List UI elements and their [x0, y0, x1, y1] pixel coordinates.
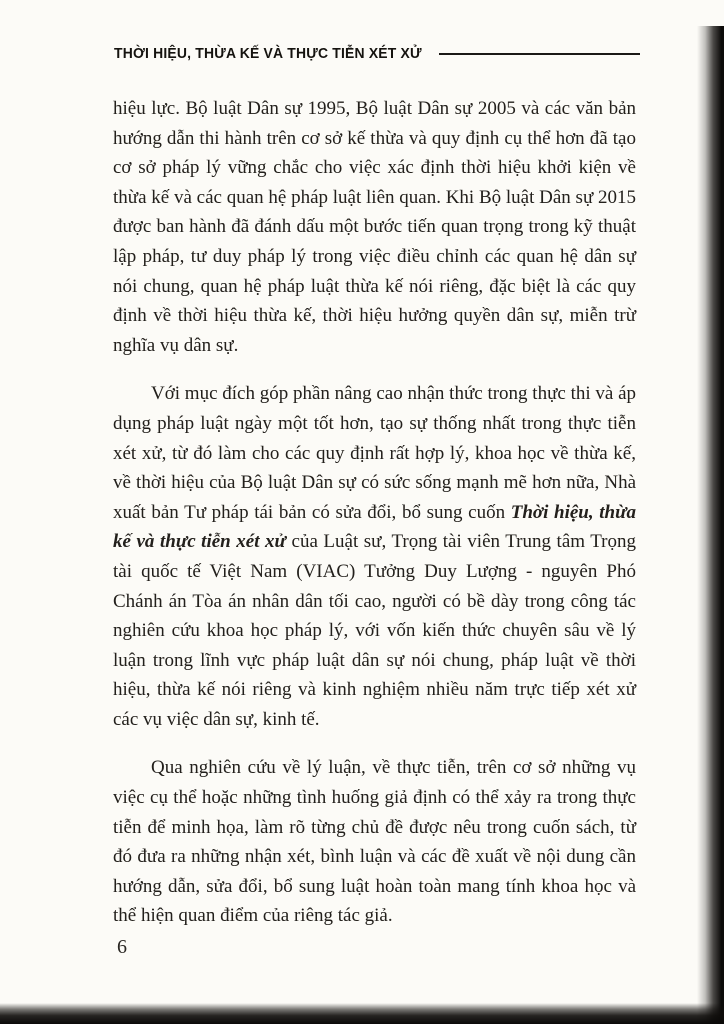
- page-number: 6: [117, 936, 127, 958]
- paragraph-3: Qua nghiên cứu về lý luận, về thực tiễn, trên cơ sở những vụ việc cụ thể hoặc những tình huống giả định có thể xảy ra trong thực tiễn để minh họa, làm rõ từng chủ đề được nêu trong cuốn sách, từ đó đưa ra những nhận xét, bình luận và các đề xuất về nội dung cần hướng dẫn, sửa đổi, bổ sung luật hoàn toàn mang tính khoa học và thể hiện quan điểm của riêng tác giả.: [113, 757, 636, 927]
- scan-shadow-right: [697, 26, 724, 1024]
- book-title-emphasis: Thời hiệu, thừa kế và thực tiễn xét xử: [113, 501, 636, 553]
- paragraph-2: [113, 379, 636, 734]
- paragraph-2-text-before: Với mục đích góp phần nâng cao nhận thức trong thực thi và áp dụng pháp luật ngày một tốt hơn, tạo sự thống nhất trong thực tiễn xét xử, từ đó làm cho các quy định rất hợp lý, khoa học về thừa kế, về thời hiệu của Bộ luật Dân sự có sức sống mạnh mẽ hơn nữa, Nhà xuất bản Tư pháp tái bản có sửa đổi, bổ sung cuốn: [113, 383, 636, 523]
- scan-shadow-bottom: [0, 1003, 724, 1024]
- paragraph-2-text-after: của Luật sư, Trọng tài viên Trung tâm Trọng tài quốc tế Việt Nam (VIAC) Tưởng Duy Lượng - nguyên Phó Chánh án Tòa án nhân dân tối cao, người có bề dày trong công tác nghiên cứu khoa học pháp lý, với vốn kiến thức chuyên sâu về lý luận trong lĩnh vực pháp luật dân sự nói chung, pháp luật về thời hiệu, thừa kế nói riêng và kinh nghiệm nhiều năm trực tiếp xét xử các vụ việc dân sự, kinh tế.: [113, 531, 637, 730]
- header-rule: [439, 53, 640, 55]
- running-header-title: THỜI HIỆU, THỪA KẾ VÀ THỰC TIỄN XÉT XỬ: [114, 46, 422, 62]
- page-body: [113, 94, 636, 931]
- paragraph-1: hiệu lực. Bộ luật Dân sự 1995, Bộ luật Dân sự 2005 và các văn bản hướng dẫn thi hành trên cơ sở kế thừa và quy định cụ thể hơn đã tạo cơ sở pháp lý vững chắc cho việc xác định thời hiệu khởi kiện về thừa kế và các quan hệ pháp luật liên quan. Khi Bộ luật Dân sự 2015 được ban hành đã đánh dấu một bước tiến quan trọng trong kỹ thuật lập pháp, tư duy pháp lý trong việc điều chỉnh các quan hệ dân sự nói chung, quan hệ pháp luật thừa kế nói riêng, đặc biệt là các quy định về thời hiệu thừa kế, thời hiệu hưởng quyền dân sự, miễn trừ nghĩa vụ dân sự.: [113, 98, 636, 356]
- running-header: [114, 46, 640, 62]
